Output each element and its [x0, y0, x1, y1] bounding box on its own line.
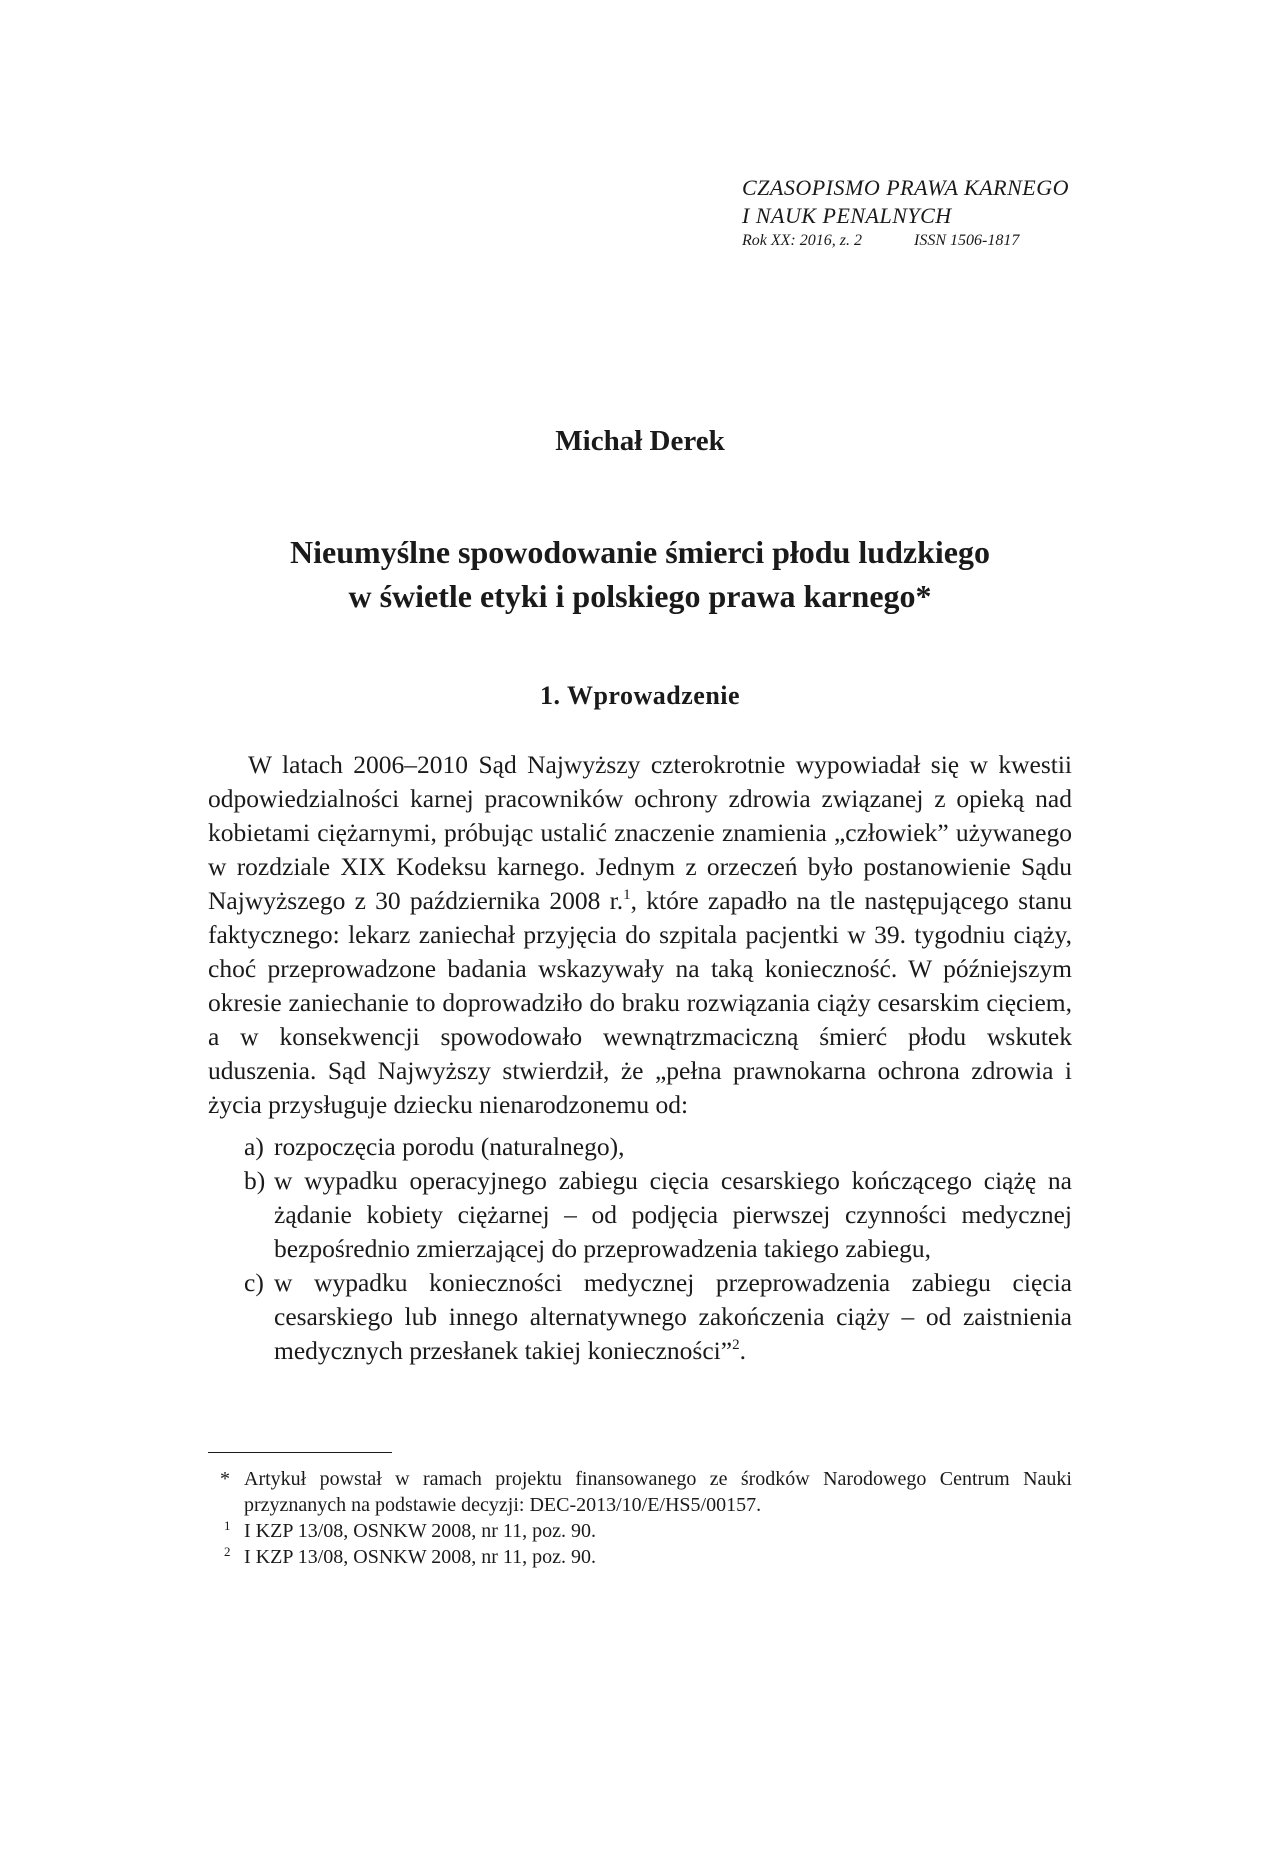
footnote-text: I KZP 13/08, OSNKW 2008, nr 11, poz. 90.: [244, 1520, 597, 1542]
list-item: [208, 1164, 1072, 1266]
list-item-text: w wypadku konieczności medycznej przeprowadzenia zabiegu cięcia cesarskiego lub innego alternatywnego zakończenia ciąży – od zaistnienia medycznych przesłanek takiej konieczności”: [274, 1268, 1072, 1365]
footnote-ref-2[interactable]: 2: [732, 1337, 740, 1353]
body-text: [208, 748, 1072, 1368]
journal-name-line2: I NAUK PENALNYCH: [742, 203, 952, 228]
quote-list: [208, 1130, 1072, 1368]
list-item: [208, 1130, 1072, 1164]
intro-paragraph: [208, 748, 1072, 1122]
author-name: Michał Derek: [555, 425, 725, 457]
footnote-separator: [208, 1452, 392, 1453]
paragraph-text-part2: , które zapadło na tle następującego stanu faktycznego: lekarz zaniechał przyjęcia do szpitala pacjentki w 39. tygodniu ciąży, choć przeprowadzone badania wskazywały na taką konieczność. W późniejszym okresie zaniechanie to doprowadziło do braku rozwiązania ciąży cesarskim cięciem, a w konsekwencji spowodowało wewnątrzmaciczną śmierć płodu wskutek uduszenia. Sąd Najwyższy stwierdził, że „pełna prawnokarna ochrona zdrowia i życia przysługuje dziecku nienarodzonemu od:: [208, 886, 1072, 1119]
footnotes: [208, 1466, 1072, 1570]
list-item: [208, 1266, 1072, 1368]
footnote-text: Artykuł powstał w ramach projektu finansowanego ze środków Narodowego Centrum Nauki przyznanych na podstawie decyzji: DEC-2013/10/E/HS5/00157.: [244, 1468, 1072, 1516]
footnote-star: [208, 1466, 1072, 1518]
journal-issn: ISSN 1506-1817: [913, 232, 1020, 249]
journal-header: [742, 174, 1082, 252]
journal-name-line1: CZASOPISMO PRAWA KARNEGO: [742, 175, 1069, 200]
footnote-mark: *: [220, 1468, 230, 1490]
footnote-2: [208, 1544, 1072, 1570]
list-marker: b): [244, 1166, 266, 1195]
footnote-mark: 1: [224, 1518, 231, 1533]
journal-meta: [742, 230, 1082, 252]
article-title-line2: [200, 574, 1080, 618]
article-title: [200, 530, 1080, 618]
article-title-line1: Nieumyślne spowodowanie śmierci płodu ludzkiego: [290, 534, 990, 570]
title-footnote-mark[interactable]: *: [915, 578, 932, 614]
paragraph-text-part1: W latach 2006–2010 Sąd Najwyższy czterokrotnie wypowiadał się w kwestii odpowiedzialności karnej pracowników ochrony zdrowia związanej z opieką nad kobietami ciężarnymi, próbując ustalić znaczenie znamienia „człowiek” używanego w rozdziale XIX Kodeksu karnego. Jednym z orzeczeń było postanowienie Sądu Najwyższego z 30 października 2008 r.: [208, 750, 1072, 915]
footnote-1: [208, 1518, 1072, 1544]
footnote-ref-1[interactable]: 1: [623, 887, 631, 903]
article-title-line2-text: w świetle etyki i polskiego prawa karnego: [348, 578, 916, 614]
list-item-text: rozpoczęcia porodu (naturalnego),: [274, 1132, 625, 1161]
section-heading: 1. Wprowadzenie: [539, 681, 741, 710]
footnote-mark: 2: [224, 1544, 231, 1559]
list-end-punct: .: [739, 1336, 746, 1365]
list-marker: c): [244, 1268, 264, 1297]
list-marker: a): [244, 1132, 264, 1161]
journal-issue: Rok XX: 2016, z. 2: [742, 232, 862, 249]
list-item-text: w wypadku operacyjnego zabiegu cięcia cesarskiego kończącego ciążę na żądanie kobiety ciężarnej – od podjęcia pierwszej czynności medycznej bezpośrednio zmierzającej do przeprowadzenia takiego zabiegu,: [274, 1166, 1072, 1263]
footnote-text: I KZP 13/08, OSNKW 2008, nr 11, poz. 90.: [244, 1546, 597, 1568]
